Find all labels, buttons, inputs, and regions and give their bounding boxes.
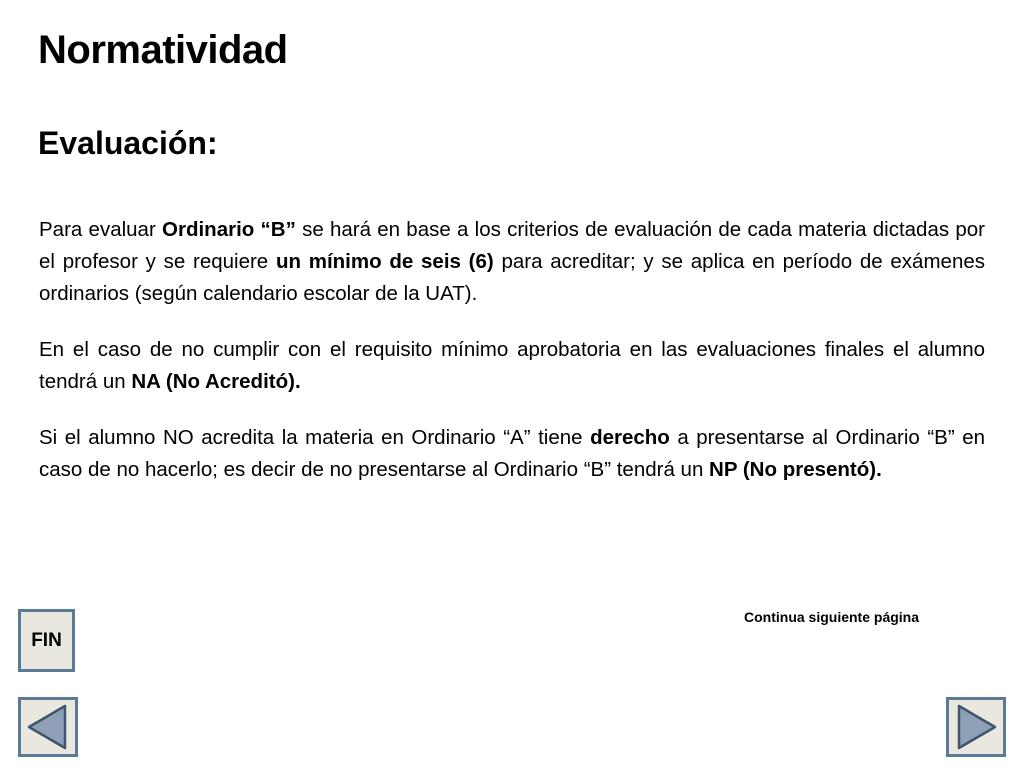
bold-text-segment: un mínimo de seis (6) <box>275 250 494 273</box>
text-segment: En el caso de no cumplir con el requisito mínimo aprobatoria en las evaluaciones finales el alumno tendrá un <box>39 338 985 393</box>
text-segment: a presentarse al Ordinario “B” en caso de no hacerlo; es decir de no presentarse al Ordinario “B” tendrá un <box>39 426 985 481</box>
text-segment: Si el alumno NO acredita la materia en Ordinario “A” tiene <box>39 426 591 449</box>
fin-button[interactable]: FIN <box>18 609 75 672</box>
body-text <box>39 214 985 510</box>
triangle-right-icon <box>949 700 1003 754</box>
text-segment: se hará en base a los criterios de evaluación de cada materia dictadas por el profesor y se requiere <box>39 218 985 273</box>
triangle-left-icon <box>21 700 75 754</box>
text-segment: para acreditar; y se aplica en período de exámenes ordinarios (según calendario escolar de la UAT). <box>39 250 985 305</box>
bold-text-segment: derecho <box>590 426 670 449</box>
bold-text-segment: NP (No presentó). <box>709 458 882 481</box>
paragraph-ordinario-b <box>39 214 985 310</box>
paragraph-no-presento <box>39 422 985 486</box>
bold-text-segment: NA (No Acreditó). <box>131 370 301 393</box>
slide-title: Normatividad <box>38 28 288 72</box>
next-slide-button[interactable] <box>946 697 1006 757</box>
slide-subtitle: Evaluación: <box>38 125 218 161</box>
text-segment: Para evaluar <box>39 218 163 241</box>
continue-note: Continua siguiente página <box>744 609 920 625</box>
previous-slide-button[interactable] <box>18 697 78 757</box>
paragraph-no-acredito <box>39 334 985 398</box>
bold-text-segment: Ordinario “B” <box>162 218 296 241</box>
